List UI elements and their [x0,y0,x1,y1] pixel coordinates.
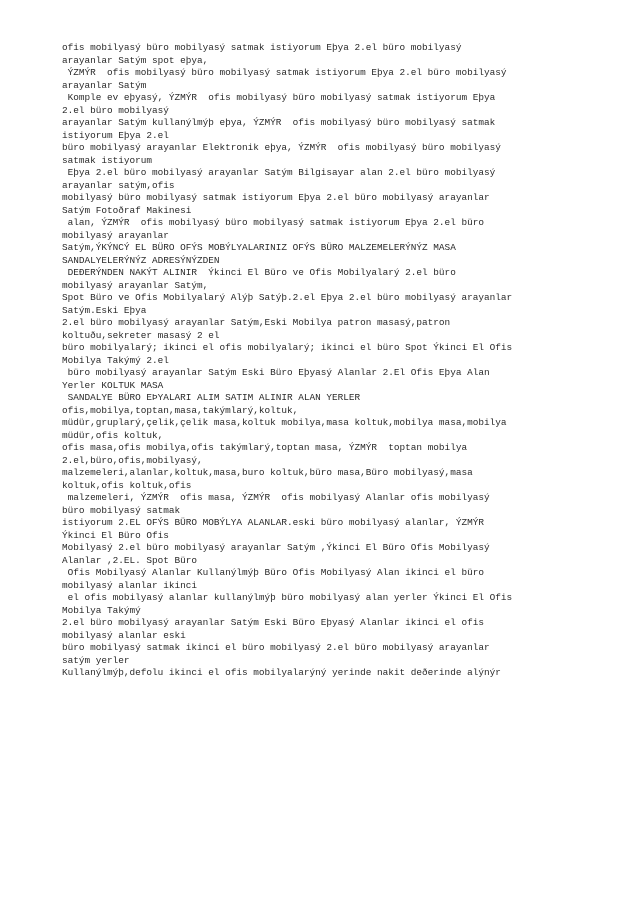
text-line: Satým Fotoðraf Makinesi [62,204,192,216]
text-line: Satým.Eski Eþya [62,304,147,316]
text-line: ÝZMÝR ofis mobilyasý büro mobilyasý satmak istiyorum Eþya 2.el büro mobilyasý [62,67,507,78]
text-line: ofis masa,ofis mobilya,ofis takýmlarý,toptan masa, ÝZMÝR toptan mobilya [62,442,468,453]
text-line: malzemeleri,alanlar,koltuk,masa,buro koltuk,büro masa,Büro mobilyasý,masa [62,467,473,478]
text-line: büro mobilyasý arayanlar Elektronik eþya, ÝZMÝR ofis mobilyasý büro mobilyasý [62,142,501,153]
text-line: ofis,mobilya,toptan,masa,takýmlarý,koltuk, [62,404,299,416]
text-line: Satým,ÝKÝNCÝ EL BÜRO OFÝS MOBÝLYALARINIZ OFÝS BÜRO MALZEMELERÝNÝZ MASA [62,242,456,253]
text-line: Spot Büro ve Ofis Mobilyalarý Alýþ Satýþ.2.el Eþya 2.el büro mobilyasý arayanlar [62,292,513,303]
text-line: koltuk,ofis koltuk,ofis [62,479,192,491]
text-line: Alanlar ,2.EL. Spot Büro [62,554,198,566]
text-line: mobilyasý arayanlar [62,229,169,241]
text-line: istiyorum Eþya 2.el [62,129,169,141]
text-line: 2.el büro mobilyasý arayanlar Satým,Eski Mobilya patron masasý,patron [62,317,451,328]
text-line: Ýkinci El Büro Ofis [62,529,169,541]
text-line: mobilyasý alanlar ikinci [62,579,198,591]
text-line: satým yerler [62,654,130,666]
text-line: mobilyasý arayanlar Satým, [62,279,209,291]
text-line: SANDALYE BÜRO EÞYALARI ALIM SATIM ALINIR ALAN YERLER [62,392,361,403]
text-line: Eþya 2.el büro mobilyasý arayanlar Satým Bilgisayar alan 2.el büro mobilyasý [62,167,496,178]
text-line: arayanlar Satým kullanýlmýþ eþya, ÝZMÝR ofis mobilyasý büro mobilyasý satmak [62,117,496,128]
text-line: arayanlar Satým spot eþya, [62,54,209,66]
text-line: ofis mobilyasý büro mobilyasý satmak istiyorum Eþya 2.el büro mobilyasý [62,42,462,53]
text-line: büro mobilyasý satmak [62,504,181,516]
text-line: SANDALYELERÝNÝZ ADRESÝNÝZDEN [62,254,220,266]
text-line: arayanlar Satým [62,79,147,91]
text-line: Kullanýlmýþ,defolu ikinci el ofis mobilyalarýný yerinde nakit deðerinde alýnýr [62,667,501,678]
text-line: satmak istiyorum [62,154,153,166]
text-line: Komple ev eþyasý, ÝZMÝR ofis mobilyasý büro mobilyasý satmak istiyorum Eþya [62,92,496,103]
text-line: koltuðu,sekreter masasý 2 el [62,329,220,341]
text-line: malzemeleri, ÝZMÝR ofis masa, ÝZMÝR ofis mobilyasý Alanlar ofis mobilyasý [62,492,490,503]
text-line: arayanlar satým,ofis [62,179,175,191]
text-line: Mobilya Takýmý 2.el [62,354,169,366]
text-line: istiyorum 2.EL OFÝS BÜRO MOBÝLYA ALANLAR.eski büro mobilyasý alanlar, ÝZMÝR [62,517,484,528]
text-line: Ofis Mobilyasý Alanlar Kullanýlmýþ Büro Ofis Mobilyasý Alan ikinci el büro [62,567,484,578]
text-line: 2.el,büro,ofis,mobilyasý, [62,454,203,466]
text-line: alan, ÝZMÝR ofis mobilyasý büro mobilyasý satmak istiyorum Eþya 2.el büro [62,217,484,228]
text-line: mobilyasý alanlar eski [62,629,186,641]
text-line: mobilyasý büro mobilyasý satmak istiyorum Eþya 2.el büro mobilyasý arayanlar [62,192,490,203]
text-line: Mobilyasý 2.el büro mobilyasý arayanlar Satým ,Ýkinci El Büro Ofis Mobilyasý [62,542,490,553]
text-line: müdür,ofis koltuk, [62,429,164,441]
document-page [62,42,582,680]
text-line: 2.el büro mobilyasý arayanlar Satým Eski Büro Eþyasý Alanlar ikinci el ofis [62,617,484,628]
text-line: müdür,gruplarý,çelik,çelik masa,koltuk mobilya,masa koltuk,mobilya masa,mobilya [62,417,507,428]
text-line: Yerler KOLTUK MASA [62,379,164,391]
text-line: büro mobilyasý arayanlar Satým Eski Büro Eþyasý Alanlar 2.El Ofis Eþya Alan [62,367,490,378]
text-line: DEÐERÝNDEN NAKÝT ALINIR Ýkinci El Büro ve Ofis Mobilyalarý 2.el büro [62,267,456,278]
text-line: el ofis mobilyasý alanlar kullanýlmýþ büro mobilyasý alan yerler Ýkinci El Ofis [62,592,513,603]
text-line: Mobilya Takýmý [62,604,141,616]
text-line: 2.el büro mobilyasý [62,104,169,116]
text-line: büro mobilyalarý; ikinci el ofis mobilyalarý; ikinci el büro Spot Ýkinci El Ofis [62,342,513,353]
text-line: büro mobilyasý satmak ikinci el büro mobilyasý 2.el büro mobilyasý arayanlar [62,642,490,653]
